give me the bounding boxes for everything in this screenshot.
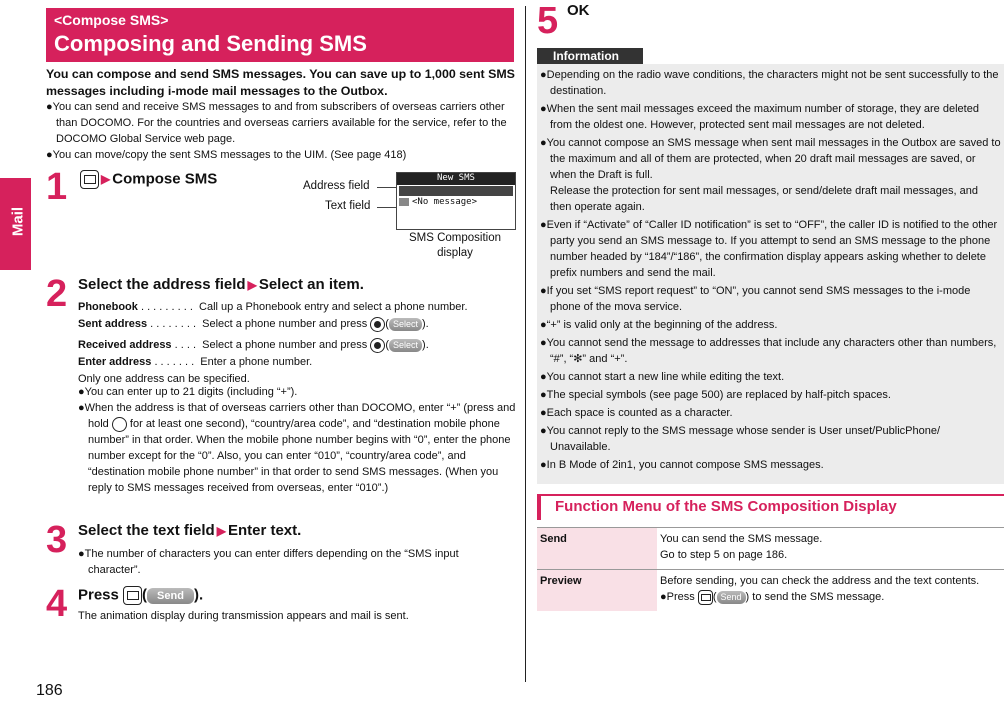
text-leader-line xyxy=(377,207,397,208)
mail-key-icon xyxy=(698,590,713,605)
text-field-label: Text field xyxy=(325,200,371,212)
select-soft-key: Select xyxy=(389,318,422,331)
step-2-bullets xyxy=(78,384,518,496)
step-5-number: 5 xyxy=(537,0,559,42)
list-item: ●Even if “Activate” of “Caller ID notification” is set to “OFF”, the caller ID is notified to the other party you send an SMS message to. If you attempt to send an SMS message to the phone number headed by “184”/“186”, the confirmation display appears asking whether to delete prefix numbers and send the mail. xyxy=(540,219,998,279)
list-item: ●Depending on the radio wave conditions, the characters might not be sent successfully to the destination. xyxy=(540,69,999,97)
send-soft-key: Send xyxy=(147,588,194,604)
step-3-text: Select the text field ▶ Enter text. xyxy=(78,522,302,539)
information-list xyxy=(540,67,1002,473)
list-item: ●You cannot start a new line while editing the text. xyxy=(540,371,785,383)
address-options xyxy=(78,299,518,388)
select-soft-key: Select xyxy=(389,339,422,352)
list-item: ●In B Mode of 2in1, you cannot compose SMS messages. xyxy=(540,459,824,471)
step-1-text: ▶ Compose SMS xyxy=(80,170,217,189)
page-number: 186 xyxy=(36,682,63,699)
mail-key-icon xyxy=(80,170,99,189)
list-item: ●“+” is valid only at the beginning of the address. xyxy=(540,319,778,331)
step-4-note: The animation display during transmission appears and mail is sent. xyxy=(78,610,409,622)
screen-caption: SMS Composition display xyxy=(408,232,502,259)
list-item: ●If you set “SMS report request” to “ON”, you cannot send SMS messages to the i-mode phone of the mova service. xyxy=(540,285,971,313)
list-item: ●You cannot reply to the SMS message whose sender is User unset/PublicPhone/ Unavailable. xyxy=(540,425,941,453)
side-tab-label: Mail xyxy=(9,206,27,237)
list-item: ●You cannot send the message to addresses that include any characters other than numbers, “#”, “✻” and “+”. xyxy=(540,337,997,365)
list-item: Phonebook . . . . . . . . . Call up a Phonebook entry and select a phone number. xyxy=(78,301,468,313)
list-item: ●The number of characters you can enter differs depending on the “SMS input character”. xyxy=(78,548,459,576)
arrow-icon: ▶ xyxy=(101,172,111,187)
address-field[interactable] xyxy=(399,186,513,196)
address-field-label: Address field xyxy=(303,180,370,192)
step-2-text: Select the address field ▶ Select an item. xyxy=(78,276,364,293)
step-3-number: 3 xyxy=(46,519,68,561)
step-2-number: 2 xyxy=(46,273,68,315)
screen-title: New SMS xyxy=(437,173,475,183)
center-key-icon xyxy=(370,317,385,332)
send-soft-key: Send xyxy=(717,591,746,604)
section-title-box xyxy=(46,8,514,62)
menu-desc: Before sending, you can check the address and the text contents. ●Press ( Send ) to send the SMS message. xyxy=(657,570,1004,612)
mail-key-icon xyxy=(123,586,142,605)
menu-key-preview: Preview xyxy=(537,570,657,612)
list-item: ●You can move/copy the sent SMS messages to the UIM. (See page 418) xyxy=(46,149,407,161)
intro-bullets xyxy=(46,99,516,163)
function-menu-table xyxy=(537,527,1004,611)
menu-key-send: Send xyxy=(537,528,657,570)
text-icon xyxy=(399,198,409,206)
text-field[interactable]: <No message> xyxy=(399,197,477,207)
zero-key-icon xyxy=(112,417,127,432)
step-1-number: 1 xyxy=(46,166,68,208)
list-item: ●You cannot compose an SMS message when sent mail messages in the Outbox are saved to the maximum and all of them are protected, when 20 draft mail messages are saved, or when the Draft is full. Release the protection for sent mail messages, or send/delete draft mail messages, and then operate again. xyxy=(540,137,1001,213)
column-divider xyxy=(525,6,526,682)
intro-text: You can compose and send SMS messages. You can save up to 1,000 sent SMS messages including i-mode mail messages to the Outbox. xyxy=(46,67,515,98)
list-item: ●You can enter up to 21 digits (including “+”). xyxy=(78,386,298,398)
step-4-number: 4 xyxy=(46,583,68,625)
list-item: ●When the sent mail messages exceed the maximum number of storage, they are deleted from the oldest one. However, protected sent mail messages are not deleted. xyxy=(540,103,979,131)
step-4-text: Press ( Send ). xyxy=(78,586,204,604)
list-item: Received address . . . . Select a phone number and press ( Select ). xyxy=(78,339,429,351)
list-item: ●When the address is that of overseas carriers other than DOCOMO, enter “+” (press and hold for at least one second), “country/area code”, and “destination mobile phone number” in that order. When the mobile phone number begins with “0”, enter the phone number except for the “0”. Also, you can enter “010”, “country/area code”, and “destination mobile phone number” in that order to send SMS messages. (When you reply to SMS messages received from overseas, enter “010”.) xyxy=(78,402,516,494)
list-item: ●You can send and receive SMS messages to and from subscribers of overseas carriers other than DOCOMO. For the countries and overseas carriers available for the service, refer to the DOCOMO Global Service web page. xyxy=(46,101,507,145)
list-item: ●Each space is counted as a character. xyxy=(540,407,733,419)
list-item: Enter address . . . . . . . Enter a phone number. xyxy=(78,356,313,368)
list-item: ●The special symbols (see page 500) are replaced by half-pitch spaces. xyxy=(540,389,891,401)
information-header: Information xyxy=(537,48,643,64)
step-3-bullets xyxy=(78,546,508,578)
side-tab xyxy=(0,178,31,270)
menu-desc: You can send the SMS message. Go to step 5 on page 186. xyxy=(657,528,1004,570)
function-menu-header: Function Menu of the SMS Composition Display xyxy=(537,494,1004,520)
table-row xyxy=(537,528,1004,570)
note: Only one address can be specified. xyxy=(78,373,250,385)
address-leader-line xyxy=(377,187,397,188)
section-subtitle: <Compose SMS> xyxy=(54,12,169,28)
list-item: Sent address . . . . . . . . Select a phone number and press ( Select ). xyxy=(78,318,429,330)
phone-screen xyxy=(396,172,516,230)
section-title: Composing and Sending SMS xyxy=(54,31,367,56)
screen-title-bar xyxy=(397,173,515,185)
center-key-icon xyxy=(370,338,385,353)
table-row xyxy=(537,570,1004,612)
step-5-text: OK xyxy=(567,2,590,19)
